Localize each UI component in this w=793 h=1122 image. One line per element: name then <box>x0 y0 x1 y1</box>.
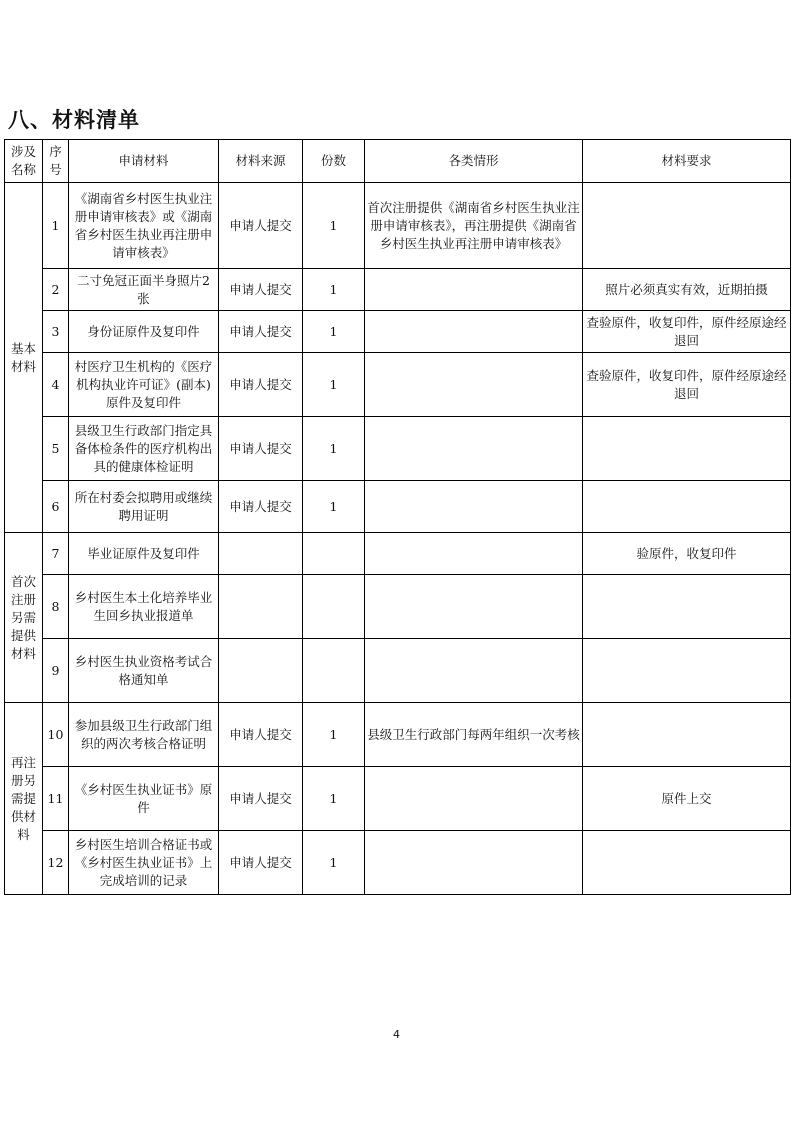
material-cell: 所在村委会拟聘用或继续聘用证明 <box>69 481 219 533</box>
row-number-cell: 3 <box>43 311 69 353</box>
source-cell: 申请人提交 <box>219 183 303 269</box>
header-category: 涉及名称 <box>5 140 43 183</box>
requirement-cell: 照片必须真实有效，近期拍摄 <box>583 269 791 311</box>
source-cell: 申请人提交 <box>219 703 303 767</box>
material-cell: 村医疗卫生机构的《医疗机构执业许可证》(副本)原件及复印件 <box>69 353 219 417</box>
situation-cell <box>365 639 583 703</box>
material-cell: 《湖南省乡村医生执业注册申请审核表》或《湖南省乡村医生执业再注册申请审核表》 <box>69 183 219 269</box>
material-cell: 乡村医生本土化培养毕业生回乡执业报道单 <box>69 575 219 639</box>
page-number: 4 <box>393 1028 400 1041</box>
row-number-cell: 2 <box>43 269 69 311</box>
row-number-cell: 5 <box>43 417 69 481</box>
situation-cell <box>365 311 583 353</box>
requirement-cell <box>583 831 791 895</box>
requirement-cell <box>583 183 791 269</box>
material-cell: 乡村医生培训合格证书或《乡村医生执业证书》上完成培训的记录 <box>69 831 219 895</box>
row-number-cell: 10 <box>43 703 69 767</box>
copies-cell: 1 <box>303 767 365 831</box>
situation-cell: 县级卫生行政部门每两年组织一次考核 <box>365 703 583 767</box>
row-number-cell: 7 <box>43 533 69 575</box>
header-material: 申请材料 <box>69 140 219 183</box>
row-number-cell: 6 <box>43 481 69 533</box>
material-cell: 二寸免冠正面半身照片2张 <box>69 269 219 311</box>
copies-cell: 1 <box>303 703 365 767</box>
header-requirement: 材料要求 <box>583 140 791 183</box>
table-row <box>5 767 791 831</box>
situation-cell <box>365 269 583 311</box>
situation-cell <box>365 831 583 895</box>
table-row <box>5 703 791 767</box>
source-cell: 申请人提交 <box>219 417 303 481</box>
row-number-cell: 11 <box>43 767 69 831</box>
material-cell: 毕业证原件及复印件 <box>69 533 219 575</box>
material-cell: 《乡村医生执业证书》原件 <box>69 767 219 831</box>
material-cell: 乡村医生执业资格考试合格通知单 <box>69 639 219 703</box>
table-row <box>5 575 791 639</box>
copies-cell: 1 <box>303 481 365 533</box>
header-situation: 各类情形 <box>365 140 583 183</box>
situation-cell <box>365 417 583 481</box>
category-cell: 再注册另需提供材料 <box>5 703 43 895</box>
table-body <box>5 183 791 895</box>
copies-cell: 1 <box>303 353 365 417</box>
source-cell: 申请人提交 <box>219 767 303 831</box>
requirement-cell: 查验原件，收复印件，原件经原途经退回 <box>583 311 791 353</box>
material-cell: 县级卫生行政部门指定具备体检条件的医疗机构出具的健康体检证明 <box>69 417 219 481</box>
row-number-cell: 1 <box>43 183 69 269</box>
copies-cell <box>303 575 365 639</box>
requirement-cell <box>583 481 791 533</box>
row-number-cell: 12 <box>43 831 69 895</box>
table-row <box>5 639 791 703</box>
situation-cell <box>365 575 583 639</box>
header-source: 材料来源 <box>219 140 303 183</box>
table-row <box>5 311 791 353</box>
header-no: 序号 <box>43 140 69 183</box>
source-cell: 申请人提交 <box>219 481 303 533</box>
source-cell: 申请人提交 <box>219 353 303 417</box>
copies-cell: 1 <box>303 269 365 311</box>
copies-cell: 1 <box>303 417 365 481</box>
copies-cell <box>303 533 365 575</box>
row-number-cell: 4 <box>43 353 69 417</box>
source-cell: 申请人提交 <box>219 269 303 311</box>
source-cell <box>219 533 303 575</box>
row-number-cell: 8 <box>43 575 69 639</box>
table-row <box>5 533 791 575</box>
material-cell: 身份证原件及复印件 <box>69 311 219 353</box>
source-cell <box>219 639 303 703</box>
table-row <box>5 481 791 533</box>
table-row <box>5 417 791 481</box>
requirement-cell <box>583 639 791 703</box>
header-copies: 份数 <box>303 140 365 183</box>
table-row <box>5 353 791 417</box>
requirement-cell <box>583 575 791 639</box>
section-heading: 八、材料清单 <box>8 108 140 132</box>
requirement-cell: 原件上交 <box>583 767 791 831</box>
requirement-cell <box>583 703 791 767</box>
category-cell: 首次注册另需提供材料 <box>5 533 43 703</box>
situation-cell <box>365 533 583 575</box>
source-cell: 申请人提交 <box>219 831 303 895</box>
material-cell: 参加县级卫生行政部门组织的两次考核合格证明 <box>69 703 219 767</box>
header-row <box>5 140 791 183</box>
requirement-cell: 验原件，收复印件 <box>583 533 791 575</box>
situation-cell <box>365 353 583 417</box>
requirement-cell: 查验原件，收复印件，原件经原途经退回 <box>583 353 791 417</box>
row-number-cell: 9 <box>43 639 69 703</box>
category-cell: 基本材料 <box>5 183 43 533</box>
requirement-cell <box>583 417 791 481</box>
table-row <box>5 269 791 311</box>
situation-cell <box>365 767 583 831</box>
copies-cell: 1 <box>303 183 365 269</box>
source-cell: 申请人提交 <box>219 311 303 353</box>
source-cell <box>219 575 303 639</box>
materials-table <box>4 139 791 895</box>
copies-cell: 1 <box>303 311 365 353</box>
copies-cell: 1 <box>303 831 365 895</box>
copies-cell <box>303 639 365 703</box>
table-row <box>5 183 791 269</box>
table-row <box>5 831 791 895</box>
situation-cell <box>365 481 583 533</box>
situation-cell: 首次注册提供《湖南省乡村医生执业注册申请审核表》，再注册提供《湖南省乡村医生执业再注册申请审核表》 <box>365 183 583 269</box>
